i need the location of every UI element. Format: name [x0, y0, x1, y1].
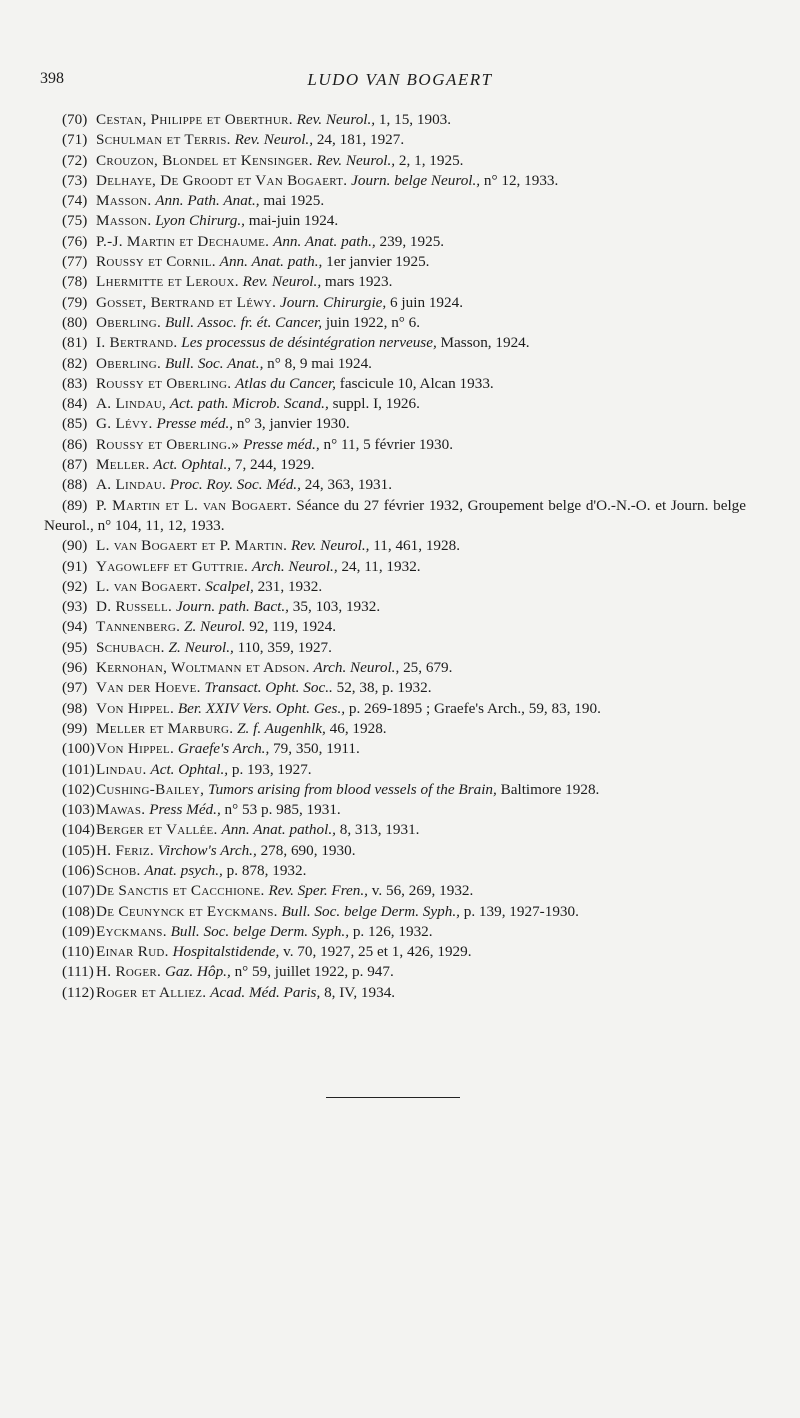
reference-authors: Roger et Alliez. [96, 983, 207, 1001]
reference-journal: Tumors arising from blood vessels of the Brain, [207, 780, 497, 798]
reference-number: (93) [62, 598, 88, 616]
reference-number: (110) [62, 943, 95, 961]
reference-details: 25, 679. [403, 659, 453, 677]
reference-authors: P. Martin et L. van Bogaert. [96, 496, 292, 514]
reference-entry [44, 881, 746, 901]
reference-journal: Proc. Roy. Soc. Méd., [169, 476, 301, 494]
reference-authors: Cushing-Bailey, [96, 780, 205, 798]
reference-number: (100) [62, 740, 95, 758]
reference-details: v. 56, 269, 1932. [371, 882, 474, 900]
reference-details: mars 1923. [324, 273, 393, 291]
reference-details: 35, 103, 1932. [292, 598, 381, 616]
reference-authors: Schubach. [96, 638, 165, 656]
reference-entry [44, 252, 746, 272]
reference-journal: Rev. Neurol., [316, 151, 396, 169]
reference-number: (84) [62, 395, 88, 413]
reference-number: (91) [62, 557, 88, 575]
reference-details: p. 139, 1927-1930. [463, 902, 579, 920]
reference-entry [44, 597, 746, 617]
reference-authors: Meller et Marburg. [96, 719, 234, 737]
reference-entry [44, 719, 746, 739]
reference-entry [44, 780, 746, 800]
reference-authors: Tannenberg. [96, 618, 181, 636]
reference-entry [44, 414, 746, 434]
reference-entry [44, 942, 746, 962]
reference-details: 278, 690, 1930. [260, 841, 356, 859]
reference-details: mai 1925. [263, 192, 325, 210]
reference-entry [44, 617, 746, 637]
reference-details: 1, 15, 1903. [378, 111, 452, 128]
reference-journal: Virchow's Arch., [157, 841, 257, 859]
reference-authors: I. Bertrand. [96, 334, 178, 352]
reference-entry [44, 841, 746, 861]
reference-authors: Eyckmans. [96, 922, 167, 940]
reference-number: (101) [62, 760, 95, 778]
reference-entry [44, 455, 746, 475]
reference-details: 52, 38, p. 1932. [336, 679, 432, 697]
reference-journal: Transact. Opht. Soc.. [204, 679, 333, 697]
reference-journal: Ann. Anat. pathol., [221, 821, 336, 839]
reference-details: n° 59, juillet 1922, p. 947. [234, 963, 394, 981]
reference-authors: D. Russell. [96, 598, 173, 616]
reference-number: (89) [62, 496, 88, 514]
reference-details: n° 8, 9 mai 1924. [267, 354, 372, 372]
reference-authors: Meller. [96, 456, 150, 474]
reference-number: (98) [62, 699, 88, 717]
reference-details: p. 193, 1927. [231, 760, 312, 778]
reference-details: p. 126, 1932. [352, 922, 433, 940]
reference-authors: L. van Bogaert. [96, 577, 202, 595]
reference-journal: Anat. psych., [144, 861, 223, 879]
reference-entry [44, 962, 746, 982]
reference-entry [44, 232, 746, 252]
reference-number: (106) [62, 861, 95, 879]
reference-authors: Roussy et Cornil. [96, 253, 216, 271]
reference-entry [44, 800, 746, 820]
reference-journal: Lyon Chirurg., [155, 212, 245, 230]
reference-authors: Masson. [96, 192, 152, 210]
reference-entry [44, 902, 746, 922]
reference-entry [44, 272, 746, 292]
reference-entry [44, 536, 746, 556]
reference-authors: Oberling. [96, 354, 162, 372]
reference-authors: P.-J. Martin et Dechaume. [96, 232, 270, 250]
reference-number: (94) [62, 618, 88, 636]
reference-details: 24, 181, 1927. [316, 131, 405, 149]
reference-authors: H. Feriz. [96, 841, 154, 859]
reference-entry [44, 171, 746, 191]
running-head: LUDO VAN BOGAERT [307, 70, 493, 89]
reference-authors: Oberling. [96, 313, 162, 331]
reference-authors: Einar Rud. [96, 943, 169, 961]
reference-details: 231, 1932. [257, 577, 323, 595]
reference-details: v. 70, 1927, 25 et 1, 426, 1929. [283, 943, 472, 961]
reference-journal: Bull. Soc. belge Derm. Syph., [170, 922, 350, 940]
reference-entry [44, 820, 746, 840]
reference-details: suppl. I, 1926. [332, 395, 420, 413]
reference-number: (112) [62, 983, 95, 1001]
reference-authors: Von Hippel. [96, 699, 175, 717]
reference-list [44, 110, 746, 1003]
reference-entry [44, 293, 746, 313]
reference-details: p. 878, 1932. [226, 861, 307, 879]
reference-journal: Rev. Neurol., [234, 131, 314, 149]
reference-details: 11, 461, 1928. [373, 537, 461, 555]
reference-entry [44, 354, 746, 374]
reference-authors: Berger et Vallée. [96, 821, 218, 839]
reference-authors: Lindau. [96, 760, 147, 778]
reference-number: (97) [62, 679, 88, 697]
reference-entry [44, 130, 746, 150]
reference-entry [44, 191, 746, 211]
reference-journal: Les processus de désintégration nerveuse, [181, 334, 437, 352]
reference-journal: Journ. belge Neurol., [351, 171, 481, 189]
reference-entry [44, 394, 746, 414]
reference-journal: Act. Ophtal., [150, 760, 229, 778]
reference-journal: Act. Ophtal., [153, 456, 232, 474]
reference-journal: Presse méd., [156, 415, 234, 433]
reference-journal: Ann. Anat. path., [219, 253, 323, 271]
section-divider [326, 1097, 460, 1098]
reference-details: n° 53 p. 985, 1931. [224, 801, 341, 819]
reference-entry [44, 151, 746, 171]
reference-authors: Kernohan, Woltmann et Adson. [96, 659, 310, 677]
reference-authors: De Sanctis et Cacchione. [96, 882, 265, 900]
page-header [40, 70, 760, 94]
reference-entry [44, 861, 746, 881]
reference-details: Séance du 27 février 1932, Groupement belge d'O.-N.-O. et Journ. belge Neurol., n° 104, 11, 12, 1933. [44, 496, 746, 534]
reference-journal: Arch. Neurol., [251, 557, 338, 575]
reference-journal: Arch. Neurol., [313, 659, 400, 677]
page-number: 398 [40, 70, 64, 87]
reference-details: 7, 244, 1929. [234, 456, 315, 474]
reference-details: 110, 359, 1927. [237, 638, 332, 656]
reference-authors: Delhaye, De Groodt et Van Bogaert. [96, 171, 348, 189]
reference-details: 79, 350, 1911. [273, 740, 360, 758]
reference-entry [44, 211, 746, 231]
reference-details: 24, 363, 1931. [304, 476, 393, 494]
reference-journal: Rev. Neurol., [242, 273, 322, 291]
reference-authors: A. Lindau. [96, 476, 167, 494]
reference-details: 92, 119, 1924. [249, 618, 337, 636]
reference-number: (105) [62, 841, 95, 859]
reference-details: fascicule 10, Alcan 1933. [339, 374, 494, 392]
reference-authors: L. van Bogaert et P. Martin. [96, 537, 288, 555]
reference-entry [44, 557, 746, 577]
reference-journal: Z. f. Augenhlk, [237, 719, 326, 737]
reference-authors: Crouzon, Blondel et Kensinger. [96, 151, 313, 169]
reference-authors: A. Lindau, [96, 395, 167, 413]
reference-authors: G. Lévy. [96, 415, 153, 433]
reference-entry [44, 110, 746, 130]
reference-number: (80) [62, 313, 88, 331]
reference-entry [44, 475, 746, 495]
reference-journal: Ber. XXIV Vers. Opht. Ges., [177, 699, 346, 717]
reference-number: (83) [62, 374, 88, 392]
reference-number: (72) [62, 151, 88, 169]
reference-journal: Scalpel, [205, 577, 254, 595]
reference-number: (99) [62, 719, 88, 737]
reference-entry [44, 658, 746, 678]
reference-number: (81) [62, 334, 88, 352]
reference-authors: Van der Hoeve. [96, 679, 201, 697]
reference-number: (92) [62, 577, 88, 595]
reference-journal: Press Méd., [149, 801, 221, 819]
reference-entry [44, 435, 746, 455]
reference-authors: Gosset, Bertrand et Léwy. [96, 293, 277, 311]
reference-number: (86) [62, 435, 88, 453]
reference-authors: Roussy et Oberling. [96, 374, 232, 392]
reference-details: n° 3, janvier 1930. [236, 415, 350, 433]
reference-journal: Journ. Chirurgie, [280, 293, 387, 311]
reference-details: mai-juin 1924. [248, 212, 339, 230]
reference-details: 24, 11, 1932. [341, 557, 421, 575]
reference-entry [44, 333, 746, 353]
reference-journal: Hospitalstidende, [172, 943, 280, 961]
reference-number: (76) [62, 232, 88, 250]
reference-journal: Presse méd., [243, 435, 320, 453]
reference-authors: H. Roger. [96, 963, 162, 981]
reference-entry [44, 638, 746, 658]
reference-entry [44, 922, 746, 942]
reference-entry [44, 313, 746, 333]
reference-journal: Gaz. Hôp., [164, 963, 231, 981]
reference-number: (74) [62, 192, 88, 210]
reference-entry [44, 678, 746, 698]
reference-number: (70) [62, 111, 88, 128]
reference-journal: Act. path. Microb. Scand., [169, 395, 329, 413]
reference-details: 239, 1925. [379, 232, 445, 250]
reference-details: juin 1922, n° 6. [325, 313, 421, 331]
reference-details: 1er janvier 1925. [326, 253, 430, 271]
reference-details: n° 11, 5 février 1930. [323, 435, 453, 453]
reference-number: (95) [62, 638, 88, 656]
reference-authors: Lhermitte et Leroux. [96, 273, 239, 291]
reference-journal: Bull. Soc. belge Derm. Syph., [281, 902, 460, 920]
reference-authors: Cestan, Philippe et Oberthur. [96, 111, 293, 128]
reference-authors: Schob. [96, 861, 141, 879]
reference-number: (109) [62, 922, 95, 940]
reference-number: (96) [62, 659, 88, 677]
reference-entry [44, 983, 746, 1003]
reference-number: (87) [62, 456, 88, 474]
reference-journal: Ann. Anat. path., [273, 232, 376, 250]
reference-authors: Von Hippel. [96, 740, 175, 758]
reference-number: (104) [62, 821, 95, 839]
reference-authors: Schulman et Terris. [96, 131, 231, 149]
reference-journal: Z. Neurol. [184, 618, 246, 636]
reference-entry [44, 739, 746, 759]
reference-entry [44, 699, 746, 719]
reference-entry [44, 496, 746, 537]
reference-number: (79) [62, 293, 88, 311]
reference-authors: Mawas. [96, 801, 146, 819]
reference-journal: Bull. Soc. Anat., [164, 354, 264, 372]
reference-journal: Acad. Méd. Paris, [210, 983, 321, 1001]
reference-details: 2, 1, 1925. [398, 151, 464, 169]
reference-authors: Roussy et Oberling.» [96, 435, 240, 453]
reference-number: (88) [62, 476, 88, 494]
reference-number: (71) [62, 131, 88, 149]
reference-authors: Masson. [96, 212, 152, 230]
reference-details: p. 269-1895 ; Graefe's Arch., 59, 83, 190. [348, 699, 601, 717]
reference-number: (75) [62, 212, 88, 230]
reference-details: 8, 313, 1931. [339, 821, 420, 839]
reference-journal: Graefe's Arch., [177, 740, 270, 758]
reference-details: 46, 1928. [329, 719, 387, 737]
reference-authors: De Ceunynck et Eyckmans. [96, 902, 278, 920]
reference-number: (107) [62, 882, 95, 900]
reference-journal: Ann. Path. Anat., [155, 192, 260, 210]
reference-authors: Yagowleff et Guttrie. [96, 557, 249, 575]
reference-details: n° 12, 1933. [483, 171, 559, 189]
reference-details: Masson, 1924. [440, 334, 530, 352]
reference-number: (73) [62, 171, 88, 189]
reference-journal: Journ. path. Bact., [175, 598, 289, 616]
reference-entry [44, 577, 746, 597]
reference-number: (77) [62, 253, 88, 271]
reference-number: (102) [62, 780, 95, 798]
reference-details: 6 juin 1924. [390, 293, 464, 311]
reference-journal: Rev. Neurol., [291, 537, 370, 555]
reference-journal: Atlas du Cancer, [235, 374, 336, 392]
reference-entry [44, 760, 746, 780]
reference-number: (108) [62, 902, 95, 920]
reference-number: (78) [62, 273, 88, 291]
reference-entry [44, 374, 746, 394]
reference-details: Baltimore 1928. [500, 780, 600, 798]
reference-journal: Bull. Assoc. fr. ét. Cancer, [164, 313, 323, 331]
reference-number: (103) [62, 801, 95, 819]
reference-number: (111) [62, 963, 94, 981]
reference-number: (85) [62, 415, 88, 433]
reference-journal: Rev. Sper. Fren., [268, 882, 368, 900]
reference-journal: Z. Neurol., [168, 638, 234, 656]
reference-journal: Rev. Neurol., [296, 111, 376, 128]
reference-details: 8, IV, 1934. [324, 983, 396, 1001]
reference-number: (90) [62, 537, 88, 555]
reference-number: (82) [62, 354, 88, 372]
